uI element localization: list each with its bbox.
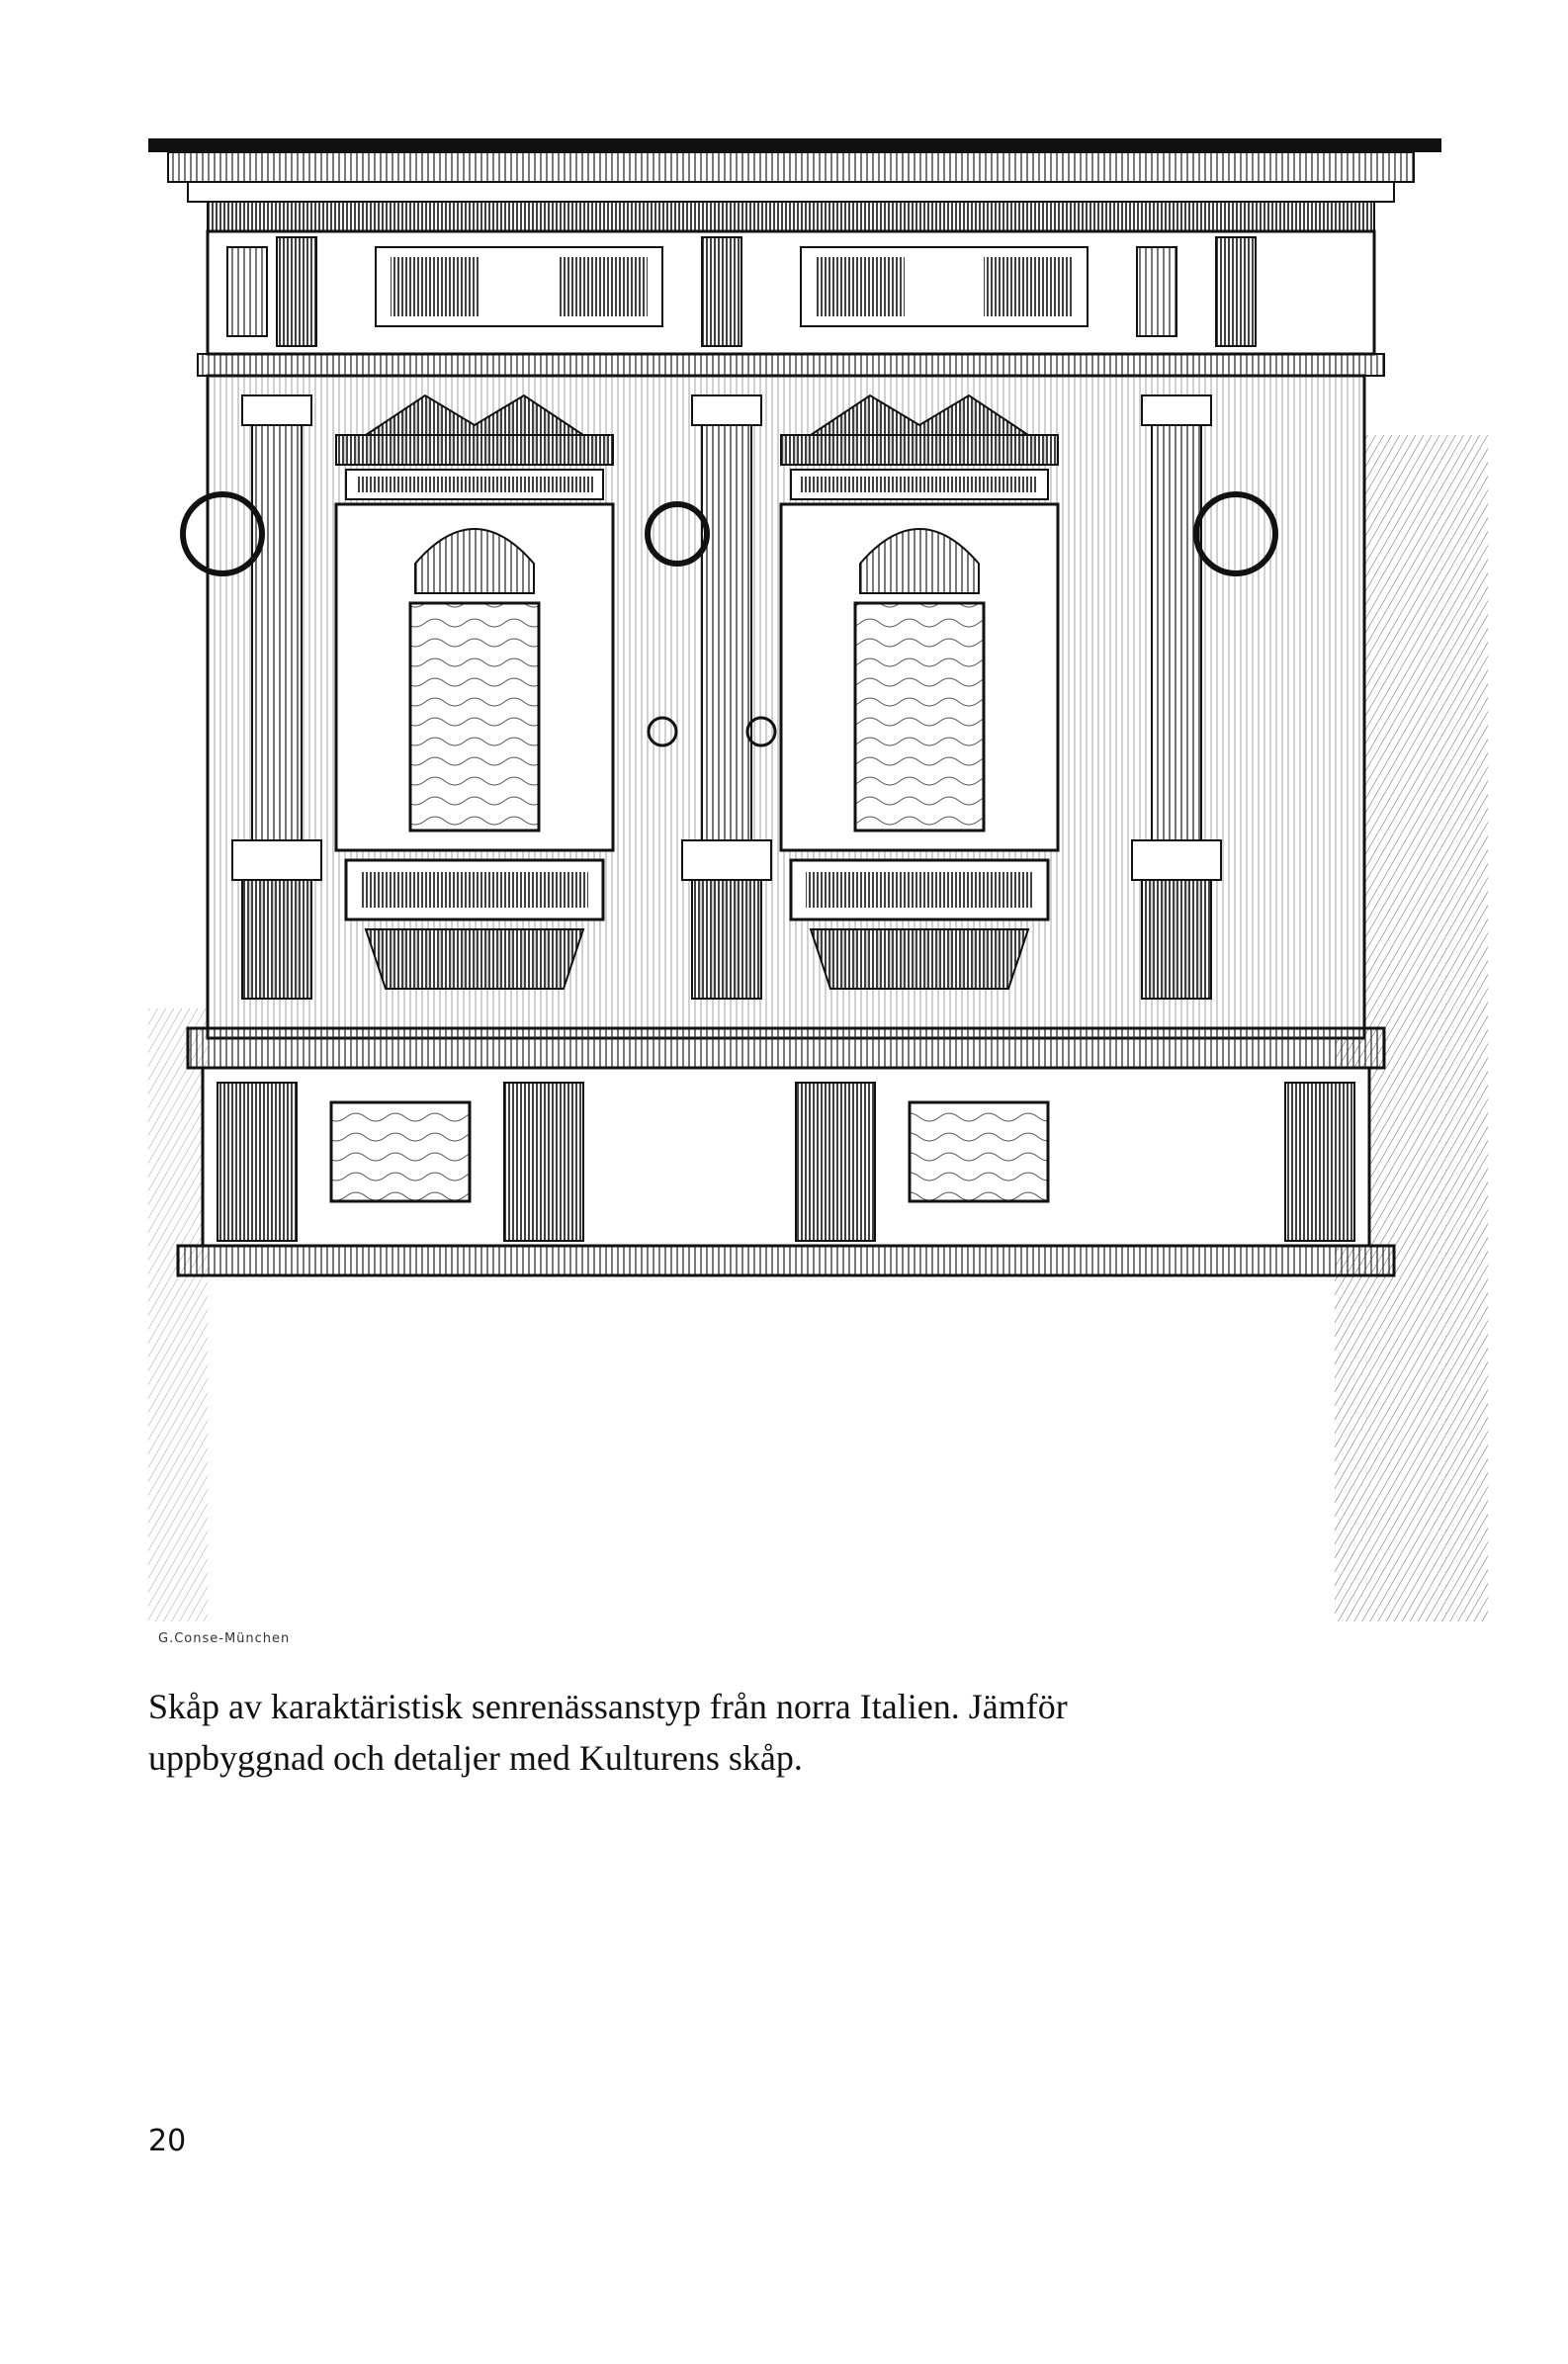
ledge bbox=[188, 1028, 1384, 1068]
cabinet-engraving-svg bbox=[148, 138, 1488, 1651]
lower-body bbox=[178, 1068, 1394, 1275]
door-left bbox=[336, 395, 613, 989]
cabinet-illustration bbox=[148, 138, 1488, 1651]
cornice bbox=[148, 138, 1441, 231]
page-number: 20 bbox=[148, 2124, 187, 2158]
drawer-right bbox=[910, 1102, 1048, 1201]
figure-caption bbox=[148, 1681, 1265, 1784]
engraver-signature: G.Conse-München bbox=[158, 1631, 291, 1646]
left-shadow bbox=[148, 1008, 208, 1621]
caption-line-1: Skåp av karaktäristisk senrenässanstyp från norra Italien. Jämför bbox=[148, 1687, 1068, 1726]
frieze bbox=[198, 231, 1384, 376]
drawer-left bbox=[331, 1102, 470, 1201]
caption-line-2: uppbyggnad och detaljer med Kulturens skåp. bbox=[148, 1738, 803, 1778]
upper-body bbox=[183, 376, 1364, 1038]
door-right bbox=[781, 395, 1058, 989]
